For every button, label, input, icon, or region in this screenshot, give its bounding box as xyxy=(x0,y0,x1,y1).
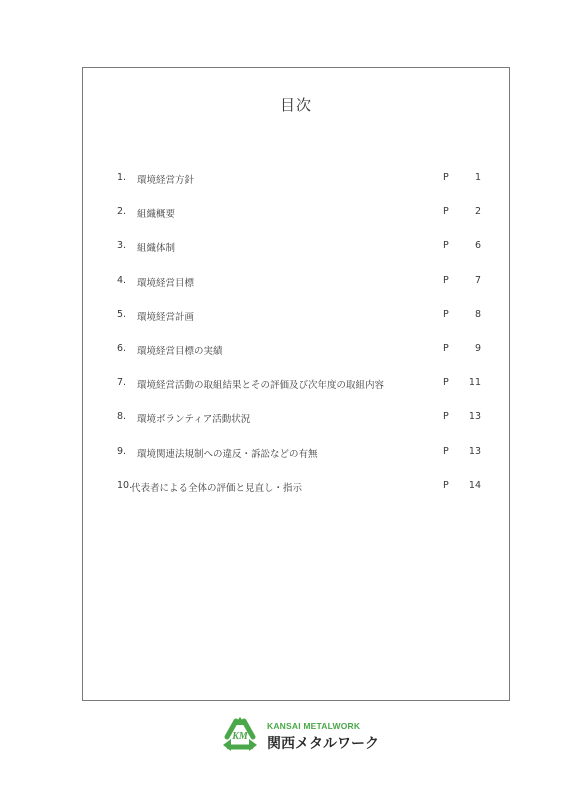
toc-entry-page-prefix: P xyxy=(443,445,449,457)
toc-entry-number: 10. xyxy=(117,479,133,491)
logo-monogram: KM xyxy=(232,731,248,742)
toc-title: 目次 xyxy=(279,96,312,114)
document-frame xyxy=(82,67,510,701)
toc-entry xyxy=(117,240,481,274)
toc-entry-number: 2. xyxy=(117,206,127,218)
toc-entry xyxy=(117,172,481,206)
toc-entry-page: 9 xyxy=(474,342,481,354)
toc-entry xyxy=(117,445,481,480)
toc-entry-label: 環境経営目標の実績 xyxy=(137,345,223,357)
toc-entry-label: 組織体制 xyxy=(137,243,176,255)
toc-entry-label: 環境関連法規制への違反・訴訟などの有無 xyxy=(137,448,318,460)
toc-entry-page-prefix: P xyxy=(443,411,449,423)
toc-entry-number: 1. xyxy=(117,172,127,183)
toc-entry xyxy=(117,342,481,377)
toc-entry-page: 11 xyxy=(468,377,481,389)
toc-entry-label: 環境経営目標 xyxy=(137,277,195,289)
table-of-contents xyxy=(117,172,481,514)
toc-entry-page: 13 xyxy=(468,411,481,423)
toc-entry-page-prefix: P xyxy=(443,240,449,252)
toc-entry xyxy=(117,411,481,445)
company-name-en: KANSAI METALWORK xyxy=(267,721,361,731)
toc-entry-number: 8. xyxy=(117,411,127,423)
toc-entry xyxy=(117,206,481,240)
company-logo xyxy=(219,715,379,755)
toc-entry-number: 5. xyxy=(117,308,127,320)
toc-entry-number: 3. xyxy=(117,240,127,252)
toc-entry-number: 6. xyxy=(117,342,127,354)
toc-entry xyxy=(117,377,481,411)
toc-entry-page-prefix: P xyxy=(443,206,449,218)
toc-entry-label: 組織概要 xyxy=(137,209,176,221)
toc-entry-page: 13 xyxy=(468,445,481,457)
toc-entry-page: 8 xyxy=(474,308,481,320)
toc-entry-page-prefix: P xyxy=(443,479,449,491)
company-name-jp: 関西メタルワーク xyxy=(267,736,379,752)
toc-entry xyxy=(117,479,481,514)
toc-entry-label: 環境経営方針 xyxy=(137,175,195,186)
toc-entry-page-prefix: P xyxy=(443,274,449,286)
toc-entry-page: 14 xyxy=(468,479,481,491)
toc-entry-page-prefix: P xyxy=(443,377,449,389)
toc-entry-page-prefix: P xyxy=(443,342,449,354)
toc-entry-page: 7 xyxy=(474,274,481,286)
recycle-triangle-icon xyxy=(219,715,261,753)
toc-entry-number: 9. xyxy=(117,445,127,457)
toc-entry-page: 6 xyxy=(474,240,481,252)
toc-entry-label: 環境経営計画 xyxy=(137,311,195,323)
toc-entry-label: 代表者による全体の評価と見直し・指示 xyxy=(131,482,303,494)
toc-entry xyxy=(117,308,481,343)
toc-entry-label: 環境経営活動の取組結果とその評価及び次年度の取組内容 xyxy=(137,380,385,392)
toc-entry-page: 2 xyxy=(474,206,481,218)
toc-entry-page-prefix: P xyxy=(443,172,449,183)
toc-entry-number: 4. xyxy=(117,274,127,286)
toc-entry-label: 環境ボランティア活動状況 xyxy=(137,414,251,426)
toc-entry-page: 1 xyxy=(474,172,481,183)
toc-entry xyxy=(117,274,481,309)
toc-entry-number: 7. xyxy=(117,377,127,389)
toc-entry-page-prefix: P xyxy=(443,308,449,320)
